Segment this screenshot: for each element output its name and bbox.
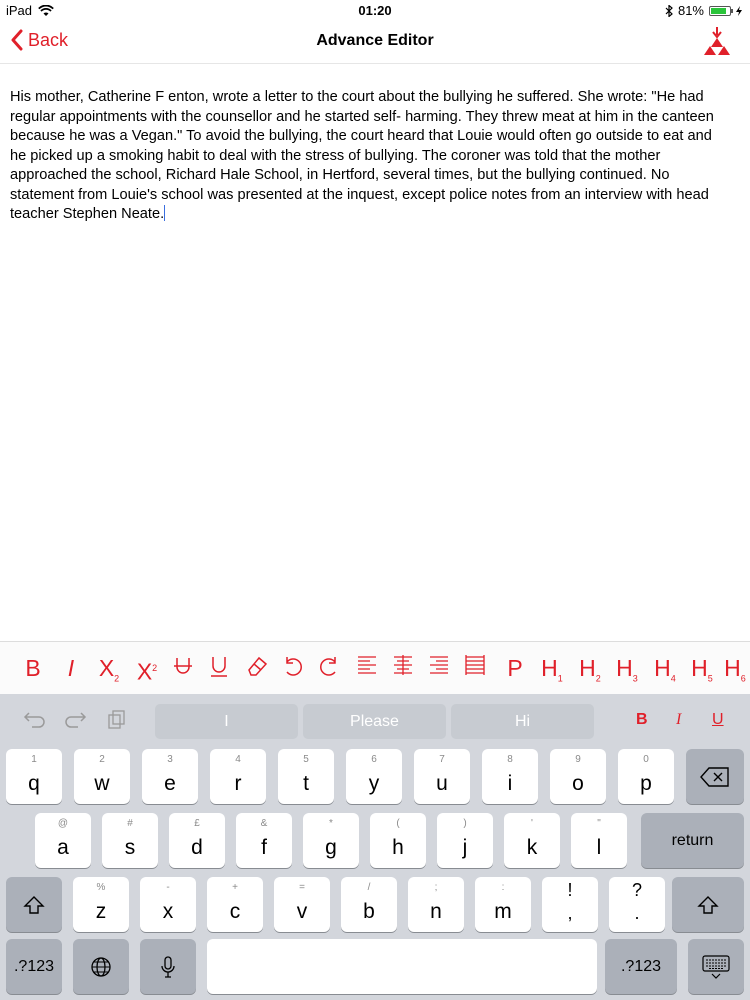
align-right-button[interactable]: [424, 654, 454, 682]
dictation-key[interactable]: [140, 939, 196, 994]
heading-6-button[interactable]: [720, 654, 750, 682]
key-label: !: [567, 880, 573, 900]
battery-icon: [709, 6, 731, 16]
key-label: d: [191, 836, 203, 859]
app-logo-icon: [702, 26, 732, 56]
key-a[interactable]: [35, 813, 91, 868]
key-label: c: [229, 900, 241, 923]
paste-icon[interactable]: [106, 710, 126, 735]
key-alt: 7: [439, 754, 445, 765]
key-z[interactable]: [73, 877, 129, 932]
keyboard-underline-button[interactable]: U: [712, 711, 724, 728]
key-alt: ): [463, 818, 467, 829]
key-h[interactable]: [370, 813, 426, 868]
paragraph-label: P: [507, 655, 523, 681]
backspace-key[interactable]: [686, 749, 744, 804]
key-alt: =: [299, 882, 305, 893]
key-c[interactable]: [207, 877, 263, 932]
shift-icon: [672, 877, 744, 932]
eraser-icon: [245, 654, 269, 678]
key-alt: 0: [643, 754, 649, 765]
key-p[interactable]: [618, 749, 674, 804]
key-alt: 5: [303, 754, 309, 765]
backspace-icon: [686, 749, 744, 804]
key-t[interactable]: [278, 749, 334, 804]
align-center-icon: [392, 654, 414, 676]
key-label: p: [640, 772, 652, 795]
key-label: i: [507, 772, 513, 795]
subscript-label: X: [98, 655, 115, 681]
key-alt: *: [329, 818, 333, 829]
key-label: f: [261, 836, 267, 859]
key-alt: ;: [434, 882, 438, 893]
superscript-button[interactable]: [132, 654, 162, 685]
key-x[interactable]: [140, 877, 196, 932]
key-exclaim-comma[interactable]: [542, 877, 598, 932]
battery-percent: 81%: [677, 3, 704, 18]
key-label: o: [572, 772, 584, 795]
key-alt: ,: [567, 903, 573, 923]
key-o[interactable]: [550, 749, 606, 804]
justify-icon: [464, 654, 486, 676]
key-w[interactable]: [74, 749, 130, 804]
key-u[interactable]: [414, 749, 470, 804]
return-label: return: [671, 831, 714, 849]
heading-6-label: H: [724, 655, 741, 681]
undo-icon: [281, 654, 305, 678]
key-l[interactable]: [571, 813, 627, 868]
key-alt: /: [367, 882, 371, 893]
key-label: y: [368, 772, 380, 795]
globe-icon: [73, 939, 129, 994]
page-title: Advance Editor: [316, 32, 434, 49]
undo-format-button[interactable]: [278, 654, 308, 682]
back-label: Back: [28, 29, 69, 50]
shift-key-left[interactable]: [6, 877, 62, 932]
key-alt: 1: [31, 754, 37, 765]
numbers-label: .?123: [13, 957, 55, 975]
key-label: v: [296, 900, 308, 923]
align-right-icon: [428, 654, 450, 676]
keyboard-bold-button[interactable]: B: [636, 711, 648, 728]
key-label: b: [363, 900, 375, 923]
key-label: a: [57, 836, 69, 859]
heading-6-level: 6: [740, 673, 746, 684]
key-d[interactable]: [169, 813, 225, 868]
key-q[interactable]: [6, 749, 62, 804]
key-alt: %: [96, 882, 106, 893]
device-name: iPad: [6, 3, 33, 18]
key-alt: .: [634, 903, 640, 923]
key-m[interactable]: [475, 877, 531, 932]
keyboard: [0, 694, 750, 1000]
key-alt: +: [232, 882, 238, 893]
redo-icon[interactable]: [64, 710, 88, 733]
key-e[interactable]: [142, 749, 198, 804]
italic-button[interactable]: [56, 654, 86, 682]
heading-4-level: 4: [670, 673, 676, 684]
heading-4-label: H: [654, 655, 671, 681]
subscript-mark: 2: [114, 673, 120, 684]
key-label: j: [462, 836, 468, 859]
strikethrough-icon: [172, 654, 194, 678]
key-alt: 4: [235, 754, 241, 765]
key-alt: 8: [507, 754, 513, 765]
key-b[interactable]: [341, 877, 397, 932]
bluetooth-icon: [665, 5, 673, 17]
underline-button[interactable]: [204, 654, 234, 682]
key-y[interactable]: [346, 749, 402, 804]
heading-5-label: H: [691, 655, 708, 681]
bold-label: B: [25, 655, 41, 681]
key-r[interactable]: [210, 749, 266, 804]
suggestion-3[interactable]: Hi: [451, 704, 594, 739]
key-label: q: [28, 772, 40, 795]
key-j[interactable]: [437, 813, 493, 868]
key-label: l: [596, 836, 602, 859]
key-label: x: [162, 900, 174, 923]
heading-5-button[interactable]: [687, 654, 717, 682]
key-alt: 3: [167, 754, 173, 765]
heading-1-level: 1: [557, 673, 563, 684]
heading-1-button[interactable]: [537, 654, 567, 682]
numbers-key-right[interactable]: [605, 939, 677, 994]
space-key[interactable]: [207, 939, 597, 994]
heading-2-button[interactable]: [575, 654, 605, 682]
justify-button[interactable]: [460, 654, 490, 682]
keyboard-italic-button[interactable]: I: [676, 711, 682, 728]
key-alt: 2: [99, 754, 105, 765]
shift-icon: [6, 877, 62, 932]
microphone-icon: [140, 939, 196, 994]
key-s[interactable]: [102, 813, 158, 868]
globe-key[interactable]: [73, 939, 129, 994]
numbers-label: .?123: [620, 957, 662, 975]
charging-icon: [736, 6, 742, 16]
key-alt: 9: [575, 754, 581, 765]
key-label: m: [494, 900, 512, 923]
editor-content[interactable]: [10, 88, 730, 225]
format-toolbar: [0, 641, 750, 695]
key-label: e: [164, 772, 176, 795]
italic-label: I: [67, 655, 75, 681]
align-left-button[interactable]: [352, 654, 382, 682]
status-time: 01:20: [358, 3, 392, 18]
align-left-icon: [356, 654, 378, 676]
key-alt: :: [501, 882, 505, 893]
clear-format-button[interactable]: [242, 654, 272, 682]
paragraph-button[interactable]: [500, 654, 530, 682]
editor-text: His mother, Catherine F enton, wrote a letter to the court about the bullying he suffered. She wrote: "He had regular appointments with the counsellor and he started self- harming. They threw meat at him in the canteen because he was a Vegan." To avoid the bullying, the court heard that Louie would often go outside to eat and he picked up a smoking habit to deal with the stress of bullying. The coroner was told that the mother approached the school, Richard Hale School, in Hertford, several times, but the bullying continued. No statement from Louie's school was presented at the inquest, except police notes from an interview with head teacher Stephen Neate.: [10, 89, 714, 222]
undo-icon[interactable]: [22, 710, 46, 733]
key-label: z: [95, 900, 107, 923]
keyboard-dismiss-icon: [688, 939, 744, 994]
key-label: g: [325, 836, 337, 859]
heading-2-label: H: [579, 655, 596, 681]
key-v[interactable]: [274, 877, 330, 932]
key-label: u: [436, 772, 448, 795]
subscript-button[interactable]: [94, 654, 124, 682]
key-label: w: [94, 772, 110, 795]
suggestion-1[interactable]: I: [155, 704, 298, 739]
key-label: k: [526, 836, 538, 859]
status-bar: [0, 0, 750, 20]
key-alt: (: [396, 818, 400, 829]
numbers-key-left[interactable]: [6, 939, 62, 994]
key-alt: ": [597, 818, 601, 829]
key-alt: ': [531, 818, 533, 829]
app-logo-button[interactable]: [702, 26, 732, 61]
key-k[interactable]: [504, 813, 560, 868]
heading-4-button[interactable]: [650, 654, 680, 682]
key-alt: #: [127, 818, 133, 829]
key-label: s: [124, 836, 136, 859]
key-alt: £: [194, 818, 200, 829]
strikethrough-button[interactable]: [168, 654, 198, 682]
suggestion-bar: [0, 694, 750, 742]
redo-format-button[interactable]: [314, 654, 344, 682]
key-alt: &: [260, 818, 268, 829]
key-i[interactable]: [482, 749, 538, 804]
key-alt: -: [166, 882, 170, 893]
heading-3-button[interactable]: [612, 654, 642, 682]
heading-3-level: 3: [632, 673, 638, 684]
dismiss-keyboard-key[interactable]: [688, 939, 744, 994]
suggestion-2[interactable]: Please: [303, 704, 446, 739]
heading-2-level: 2: [595, 673, 601, 684]
heading-3-label: H: [616, 655, 633, 681]
bold-button[interactable]: [18, 654, 48, 682]
key-label: n: [430, 900, 442, 923]
key-g[interactable]: [303, 813, 359, 868]
key-alt: @: [57, 818, 69, 829]
nav-bar: [0, 20, 750, 64]
key-label: ?: [631, 880, 642, 900]
heading-5-level: 5: [707, 673, 713, 684]
superscript-mark: 2: [152, 663, 158, 673]
align-center-button[interactable]: [388, 654, 418, 682]
key-label: t: [303, 772, 309, 795]
heading-1-label: H: [541, 655, 558, 681]
underline-icon: [208, 654, 230, 678]
key-alt: 6: [371, 754, 377, 765]
superscript-label: X: [136, 658, 153, 685]
text-cursor: [164, 205, 165, 221]
key-f[interactable]: [236, 813, 292, 868]
redo-icon: [317, 654, 341, 678]
shift-key-right[interactable]: [672, 877, 744, 932]
key-label: h: [392, 836, 404, 859]
key-question-period[interactable]: [609, 877, 665, 932]
key-n[interactable]: [408, 877, 464, 932]
return-key[interactable]: [641, 813, 744, 868]
key-label: r: [234, 772, 242, 795]
